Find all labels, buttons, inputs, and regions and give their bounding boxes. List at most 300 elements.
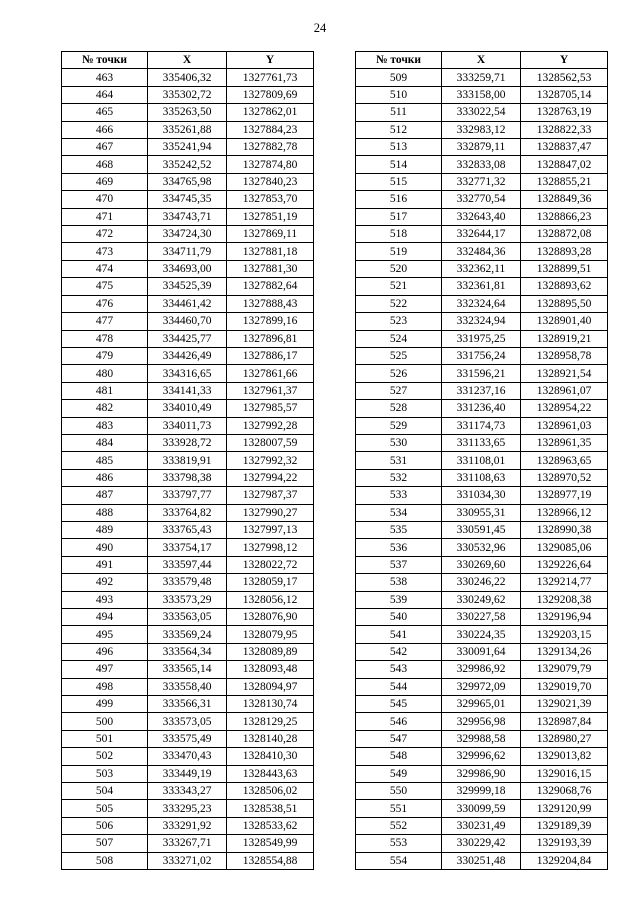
cell-y: 1329068,76 bbox=[521, 783, 608, 800]
cell-y: 1327853,70 bbox=[227, 191, 314, 208]
cell-x: 334460,70 bbox=[148, 313, 227, 330]
cell-x: 333565,14 bbox=[148, 661, 227, 678]
cell-point-number: 545 bbox=[356, 696, 442, 713]
header-point-number: № точки bbox=[62, 52, 148, 69]
cell-y: 1329085,06 bbox=[521, 539, 608, 556]
cell-point-number: 524 bbox=[356, 330, 442, 347]
table-row bbox=[62, 574, 314, 591]
cell-point-number: 534 bbox=[356, 504, 442, 521]
cell-point-number: 529 bbox=[356, 417, 442, 434]
cell-y: 1328866,23 bbox=[521, 208, 608, 225]
cell-y: 1327992,32 bbox=[227, 452, 314, 469]
cell-point-number: 489 bbox=[62, 521, 148, 538]
table-row bbox=[62, 800, 314, 817]
cell-x: 333563,05 bbox=[148, 609, 227, 626]
table-row bbox=[62, 452, 314, 469]
cell-point-number: 519 bbox=[356, 243, 442, 260]
cell-x: 335241,94 bbox=[148, 139, 227, 156]
cell-point-number: 511 bbox=[356, 104, 442, 121]
cell-y: 1327840,23 bbox=[227, 173, 314, 190]
table-row bbox=[356, 643, 608, 660]
cell-point-number: 497 bbox=[62, 661, 148, 678]
cell-point-number: 540 bbox=[356, 609, 442, 626]
cell-x: 333558,40 bbox=[148, 678, 227, 695]
cell-y: 1328089,89 bbox=[227, 643, 314, 660]
cell-point-number: 470 bbox=[62, 191, 148, 208]
cell-point-number: 473 bbox=[62, 243, 148, 260]
cell-y: 1328893,62 bbox=[521, 278, 608, 295]
cell-point-number: 474 bbox=[62, 260, 148, 277]
cell-x: 334461,42 bbox=[148, 295, 227, 312]
table-row bbox=[62, 678, 314, 695]
table-row bbox=[356, 243, 608, 260]
cell-y: 1328538,51 bbox=[227, 800, 314, 817]
cell-point-number: 552 bbox=[356, 817, 442, 834]
cell-y: 1328705,14 bbox=[521, 86, 608, 103]
table-row bbox=[62, 748, 314, 765]
cell-point-number: 530 bbox=[356, 434, 442, 451]
table-row bbox=[356, 661, 608, 678]
cell-x: 335242,52 bbox=[148, 156, 227, 173]
cell-point-number: 471 bbox=[62, 208, 148, 225]
cell-y: 1327881,30 bbox=[227, 260, 314, 277]
cell-y: 1328958,78 bbox=[521, 347, 608, 364]
cell-y: 1328847,02 bbox=[521, 156, 608, 173]
table-row bbox=[356, 278, 608, 295]
cell-point-number: 483 bbox=[62, 417, 148, 434]
cell-x: 331133,65 bbox=[442, 434, 521, 451]
table-row bbox=[356, 208, 608, 225]
header-point-number: № точки bbox=[356, 52, 442, 69]
cell-y: 1329134,26 bbox=[521, 643, 608, 660]
cell-y: 1329013,82 bbox=[521, 748, 608, 765]
cell-y: 1328961,07 bbox=[521, 382, 608, 399]
cell-x: 333797,77 bbox=[148, 487, 227, 504]
cell-y: 1328056,12 bbox=[227, 591, 314, 608]
cell-x: 333564,34 bbox=[148, 643, 227, 660]
table-row bbox=[62, 609, 314, 626]
table-row bbox=[356, 591, 608, 608]
table-body-left bbox=[62, 69, 314, 870]
cell-x: 333259,71 bbox=[442, 69, 521, 86]
table-row bbox=[62, 260, 314, 277]
table-row bbox=[62, 765, 314, 782]
cell-y: 1329120,99 bbox=[521, 800, 608, 817]
header-x: X bbox=[148, 52, 227, 69]
cell-y: 1328140,28 bbox=[227, 730, 314, 747]
cell-x: 330224,35 bbox=[442, 626, 521, 643]
cell-point-number: 516 bbox=[356, 191, 442, 208]
table-header-row bbox=[62, 52, 314, 69]
cell-y: 1327809,69 bbox=[227, 86, 314, 103]
cell-y: 1327869,11 bbox=[227, 226, 314, 243]
cell-y: 1328849,36 bbox=[521, 191, 608, 208]
cell-x: 331108,01 bbox=[442, 452, 521, 469]
cell-x: 333291,92 bbox=[148, 817, 227, 834]
cell-point-number: 554 bbox=[356, 852, 442, 869]
cell-y: 1329193,39 bbox=[521, 835, 608, 852]
table-row bbox=[62, 226, 314, 243]
table-row bbox=[62, 156, 314, 173]
cell-x: 332644,17 bbox=[442, 226, 521, 243]
cell-x: 331236,40 bbox=[442, 400, 521, 417]
cell-point-number: 525 bbox=[356, 347, 442, 364]
cell-y: 1327882,64 bbox=[227, 278, 314, 295]
cell-point-number: 467 bbox=[62, 139, 148, 156]
cell-y: 1327886,17 bbox=[227, 347, 314, 364]
cell-y: 1328980,27 bbox=[521, 730, 608, 747]
header-x: X bbox=[442, 52, 521, 69]
header-y: Y bbox=[227, 52, 314, 69]
cell-x: 332879,11 bbox=[442, 139, 521, 156]
table-row bbox=[356, 452, 608, 469]
cell-point-number: 526 bbox=[356, 365, 442, 382]
table-row bbox=[62, 539, 314, 556]
cell-point-number: 468 bbox=[62, 156, 148, 173]
cell-x: 334711,79 bbox=[148, 243, 227, 260]
cell-point-number: 548 bbox=[356, 748, 442, 765]
cell-point-number: 481 bbox=[62, 382, 148, 399]
cell-point-number: 484 bbox=[62, 434, 148, 451]
table-row bbox=[62, 243, 314, 260]
cell-x: 331108,63 bbox=[442, 469, 521, 486]
cell-x: 329999,18 bbox=[442, 783, 521, 800]
cell-x: 330246,22 bbox=[442, 574, 521, 591]
table-row bbox=[62, 817, 314, 834]
cell-y: 1327851,19 bbox=[227, 208, 314, 225]
cell-y: 1328822,33 bbox=[521, 121, 608, 138]
table-row bbox=[62, 278, 314, 295]
cell-point-number: 506 bbox=[62, 817, 148, 834]
table-row bbox=[356, 574, 608, 591]
cell-y: 1328901,40 bbox=[521, 313, 608, 330]
table-row bbox=[62, 469, 314, 486]
cell-x: 333573,29 bbox=[148, 591, 227, 608]
cell-y: 1328554,88 bbox=[227, 852, 314, 869]
table-row bbox=[356, 365, 608, 382]
cell-point-number: 512 bbox=[356, 121, 442, 138]
table-row bbox=[356, 104, 608, 121]
cell-x: 330099,59 bbox=[442, 800, 521, 817]
table-row bbox=[356, 800, 608, 817]
cell-point-number: 485 bbox=[62, 452, 148, 469]
cell-y: 1328093,48 bbox=[227, 661, 314, 678]
table-row bbox=[62, 313, 314, 330]
cell-point-number: 515 bbox=[356, 173, 442, 190]
table-row bbox=[356, 748, 608, 765]
cell-point-number: 550 bbox=[356, 783, 442, 800]
cell-x: 331174,73 bbox=[442, 417, 521, 434]
table-row bbox=[62, 591, 314, 608]
cell-y: 1328837,47 bbox=[521, 139, 608, 156]
header-y: Y bbox=[521, 52, 608, 69]
cell-y: 1328130,74 bbox=[227, 696, 314, 713]
cell-x: 332770,54 bbox=[442, 191, 521, 208]
cell-y: 1328533,62 bbox=[227, 817, 314, 834]
table-row bbox=[356, 330, 608, 347]
cell-y: 1328966,12 bbox=[521, 504, 608, 521]
cell-x: 332362,11 bbox=[442, 260, 521, 277]
cell-y: 1328855,21 bbox=[521, 173, 608, 190]
table-row bbox=[62, 504, 314, 521]
cell-y: 1328961,03 bbox=[521, 417, 608, 434]
table-row bbox=[356, 295, 608, 312]
cell-point-number: 532 bbox=[356, 469, 442, 486]
cell-x: 334765,98 bbox=[148, 173, 227, 190]
cell-y: 1327896,81 bbox=[227, 330, 314, 347]
cell-x: 334010,49 bbox=[148, 400, 227, 417]
cell-point-number: 523 bbox=[356, 313, 442, 330]
table-row bbox=[356, 852, 608, 869]
table-row bbox=[62, 69, 314, 86]
cell-x: 334724,30 bbox=[148, 226, 227, 243]
cell-x: 333158,00 bbox=[442, 86, 521, 103]
cell-x: 334745,35 bbox=[148, 191, 227, 208]
cell-x: 335263,50 bbox=[148, 104, 227, 121]
table-row bbox=[356, 139, 608, 156]
table-row bbox=[356, 487, 608, 504]
cell-y: 1328076,90 bbox=[227, 609, 314, 626]
cell-point-number: 488 bbox=[62, 504, 148, 521]
cell-y: 1327961,37 bbox=[227, 382, 314, 399]
cell-x: 330231,49 bbox=[442, 817, 521, 834]
cell-x: 334743,71 bbox=[148, 208, 227, 225]
cell-x: 335261,88 bbox=[148, 121, 227, 138]
cell-x: 333267,71 bbox=[148, 835, 227, 852]
cell-point-number: 463 bbox=[62, 69, 148, 86]
cell-y: 1329196,94 bbox=[521, 609, 608, 626]
cell-point-number: 466 bbox=[62, 121, 148, 138]
table-row bbox=[356, 696, 608, 713]
cell-point-number: 501 bbox=[62, 730, 148, 747]
cell-y: 1327987,37 bbox=[227, 487, 314, 504]
cell-y: 1328961,35 bbox=[521, 434, 608, 451]
cell-point-number: 522 bbox=[356, 295, 442, 312]
cell-y: 1329214,77 bbox=[521, 574, 608, 591]
table-row bbox=[62, 434, 314, 451]
cell-x: 334426,49 bbox=[148, 347, 227, 364]
cell-point-number: 480 bbox=[62, 365, 148, 382]
cell-y: 1328506,02 bbox=[227, 783, 314, 800]
cell-y: 1328899,51 bbox=[521, 260, 608, 277]
cell-point-number: 495 bbox=[62, 626, 148, 643]
table-row bbox=[62, 643, 314, 660]
cell-point-number: 465 bbox=[62, 104, 148, 121]
cell-x: 329996,62 bbox=[442, 748, 521, 765]
cell-point-number: 531 bbox=[356, 452, 442, 469]
table-row bbox=[62, 521, 314, 538]
table-row bbox=[356, 783, 608, 800]
cell-y: 1329016,15 bbox=[521, 765, 608, 782]
cell-point-number: 510 bbox=[356, 86, 442, 103]
table-row bbox=[356, 609, 608, 626]
cell-x: 333022,54 bbox=[442, 104, 521, 121]
table-row bbox=[356, 835, 608, 852]
cell-y: 1329079,79 bbox=[521, 661, 608, 678]
cell-point-number: 476 bbox=[62, 295, 148, 312]
cell-x: 333754,17 bbox=[148, 539, 227, 556]
cell-x: 330269,60 bbox=[442, 556, 521, 573]
table-row bbox=[62, 104, 314, 121]
cell-y: 1328022,72 bbox=[227, 556, 314, 573]
cell-x: 330091,64 bbox=[442, 643, 521, 660]
cell-point-number: 539 bbox=[356, 591, 442, 608]
table-row bbox=[62, 713, 314, 730]
table-row bbox=[62, 347, 314, 364]
cell-point-number: 537 bbox=[356, 556, 442, 573]
cell-point-number: 514 bbox=[356, 156, 442, 173]
table-row bbox=[62, 487, 314, 504]
cell-x: 332324,64 bbox=[442, 295, 521, 312]
table-row bbox=[356, 765, 608, 782]
cell-x: 330227,58 bbox=[442, 609, 521, 626]
table-row bbox=[356, 469, 608, 486]
cell-x: 332484,36 bbox=[442, 243, 521, 260]
cell-point-number: 464 bbox=[62, 86, 148, 103]
cell-x: 334525,39 bbox=[148, 278, 227, 295]
cell-x: 333819,91 bbox=[148, 452, 227, 469]
cell-y: 1329019,70 bbox=[521, 678, 608, 695]
cell-x: 332324,94 bbox=[442, 313, 521, 330]
cell-x: 330229,42 bbox=[442, 835, 521, 852]
cell-y: 1329021,39 bbox=[521, 696, 608, 713]
cell-x: 333575,49 bbox=[148, 730, 227, 747]
cell-point-number: 490 bbox=[62, 539, 148, 556]
table-row bbox=[62, 852, 314, 869]
table-row bbox=[356, 260, 608, 277]
table-row bbox=[62, 208, 314, 225]
cell-y: 1329203,15 bbox=[521, 626, 608, 643]
cell-point-number: 498 bbox=[62, 678, 148, 695]
cell-point-number: 496 bbox=[62, 643, 148, 660]
cell-point-number: 482 bbox=[62, 400, 148, 417]
cell-y: 1328977,19 bbox=[521, 487, 608, 504]
cell-x: 331596,21 bbox=[442, 365, 521, 382]
cell-x: 330249,62 bbox=[442, 591, 521, 608]
cell-point-number: 538 bbox=[356, 574, 442, 591]
cell-x: 335406,32 bbox=[148, 69, 227, 86]
cell-x: 332833,08 bbox=[442, 156, 521, 173]
table-row bbox=[356, 86, 608, 103]
cell-y: 1328987,84 bbox=[521, 713, 608, 730]
table-row bbox=[356, 121, 608, 138]
cell-y: 1328549,99 bbox=[227, 835, 314, 852]
cell-point-number: 493 bbox=[62, 591, 148, 608]
cell-x: 333597,44 bbox=[148, 556, 227, 573]
cell-x: 329988,58 bbox=[442, 730, 521, 747]
table-row bbox=[356, 539, 608, 556]
cell-x: 333295,23 bbox=[148, 800, 227, 817]
cell-x: 333579,48 bbox=[148, 574, 227, 591]
cell-point-number: 503 bbox=[62, 765, 148, 782]
table-header-row bbox=[356, 52, 608, 69]
cell-point-number: 475 bbox=[62, 278, 148, 295]
cell-x: 331975,25 bbox=[442, 330, 521, 347]
table-row bbox=[356, 382, 608, 399]
cell-point-number: 486 bbox=[62, 469, 148, 486]
cell-x: 329965,01 bbox=[442, 696, 521, 713]
cell-point-number: 542 bbox=[356, 643, 442, 660]
table-row bbox=[62, 330, 314, 347]
cell-y: 1329189,39 bbox=[521, 817, 608, 834]
cell-y: 1329204,84 bbox=[521, 852, 608, 869]
cell-point-number: 494 bbox=[62, 609, 148, 626]
table-row bbox=[62, 626, 314, 643]
cell-y: 1328059,17 bbox=[227, 574, 314, 591]
cell-point-number: 553 bbox=[356, 835, 442, 852]
cell-point-number: 528 bbox=[356, 400, 442, 417]
table-row bbox=[356, 156, 608, 173]
cell-x: 331034,30 bbox=[442, 487, 521, 504]
table-row bbox=[356, 678, 608, 695]
cell-point-number: 499 bbox=[62, 696, 148, 713]
cell-x: 333449,19 bbox=[148, 765, 227, 782]
table-row bbox=[356, 504, 608, 521]
cell-x: 329956,98 bbox=[442, 713, 521, 730]
page-number: 24 bbox=[313, 21, 327, 35]
cell-x: 334425,77 bbox=[148, 330, 227, 347]
cell-y: 1327882,78 bbox=[227, 139, 314, 156]
table-row bbox=[356, 730, 608, 747]
cell-point-number: 500 bbox=[62, 713, 148, 730]
cell-y: 1328921,54 bbox=[521, 365, 608, 382]
cell-x: 333573,05 bbox=[148, 713, 227, 730]
table-row bbox=[356, 817, 608, 834]
table-row bbox=[62, 382, 314, 399]
cell-point-number: 509 bbox=[356, 69, 442, 86]
cell-y: 1328990,38 bbox=[521, 521, 608, 538]
cell-point-number: 527 bbox=[356, 382, 442, 399]
cell-point-number: 472 bbox=[62, 226, 148, 243]
cell-y: 1327884,23 bbox=[227, 121, 314, 138]
cell-y: 1327861,66 bbox=[227, 365, 314, 382]
table-row bbox=[356, 626, 608, 643]
cell-point-number: 477 bbox=[62, 313, 148, 330]
cell-y: 1328562,53 bbox=[521, 69, 608, 86]
cell-point-number: 508 bbox=[62, 852, 148, 869]
cell-x: 330251,48 bbox=[442, 852, 521, 869]
cell-point-number: 502 bbox=[62, 748, 148, 765]
cell-point-number: 541 bbox=[356, 626, 442, 643]
cell-y: 1328094,97 bbox=[227, 678, 314, 695]
cell-point-number: 491 bbox=[62, 556, 148, 573]
table-row bbox=[356, 713, 608, 730]
cell-y: 1327761,73 bbox=[227, 69, 314, 86]
cell-x: 334316,65 bbox=[148, 365, 227, 382]
table-row bbox=[62, 696, 314, 713]
cell-point-number: 507 bbox=[62, 835, 148, 852]
table-row bbox=[62, 556, 314, 573]
cell-y: 1328763,19 bbox=[521, 104, 608, 121]
cell-point-number: 479 bbox=[62, 347, 148, 364]
cell-y: 1328007,59 bbox=[227, 434, 314, 451]
cell-x: 334011,73 bbox=[148, 417, 227, 434]
cell-x: 334693,00 bbox=[148, 260, 227, 277]
cell-x: 331756,24 bbox=[442, 347, 521, 364]
cell-point-number: 535 bbox=[356, 521, 442, 538]
cell-y: 1327990,27 bbox=[227, 504, 314, 521]
cell-x: 334141,33 bbox=[148, 382, 227, 399]
cell-x: 333343,27 bbox=[148, 783, 227, 800]
cell-x: 332983,12 bbox=[442, 121, 521, 138]
cell-x: 329986,90 bbox=[442, 765, 521, 782]
cell-x: 331237,16 bbox=[442, 382, 521, 399]
table-row bbox=[62, 86, 314, 103]
cell-x: 332361,81 bbox=[442, 278, 521, 295]
cell-point-number: 518 bbox=[356, 226, 442, 243]
cell-point-number: 546 bbox=[356, 713, 442, 730]
table-row bbox=[62, 121, 314, 138]
